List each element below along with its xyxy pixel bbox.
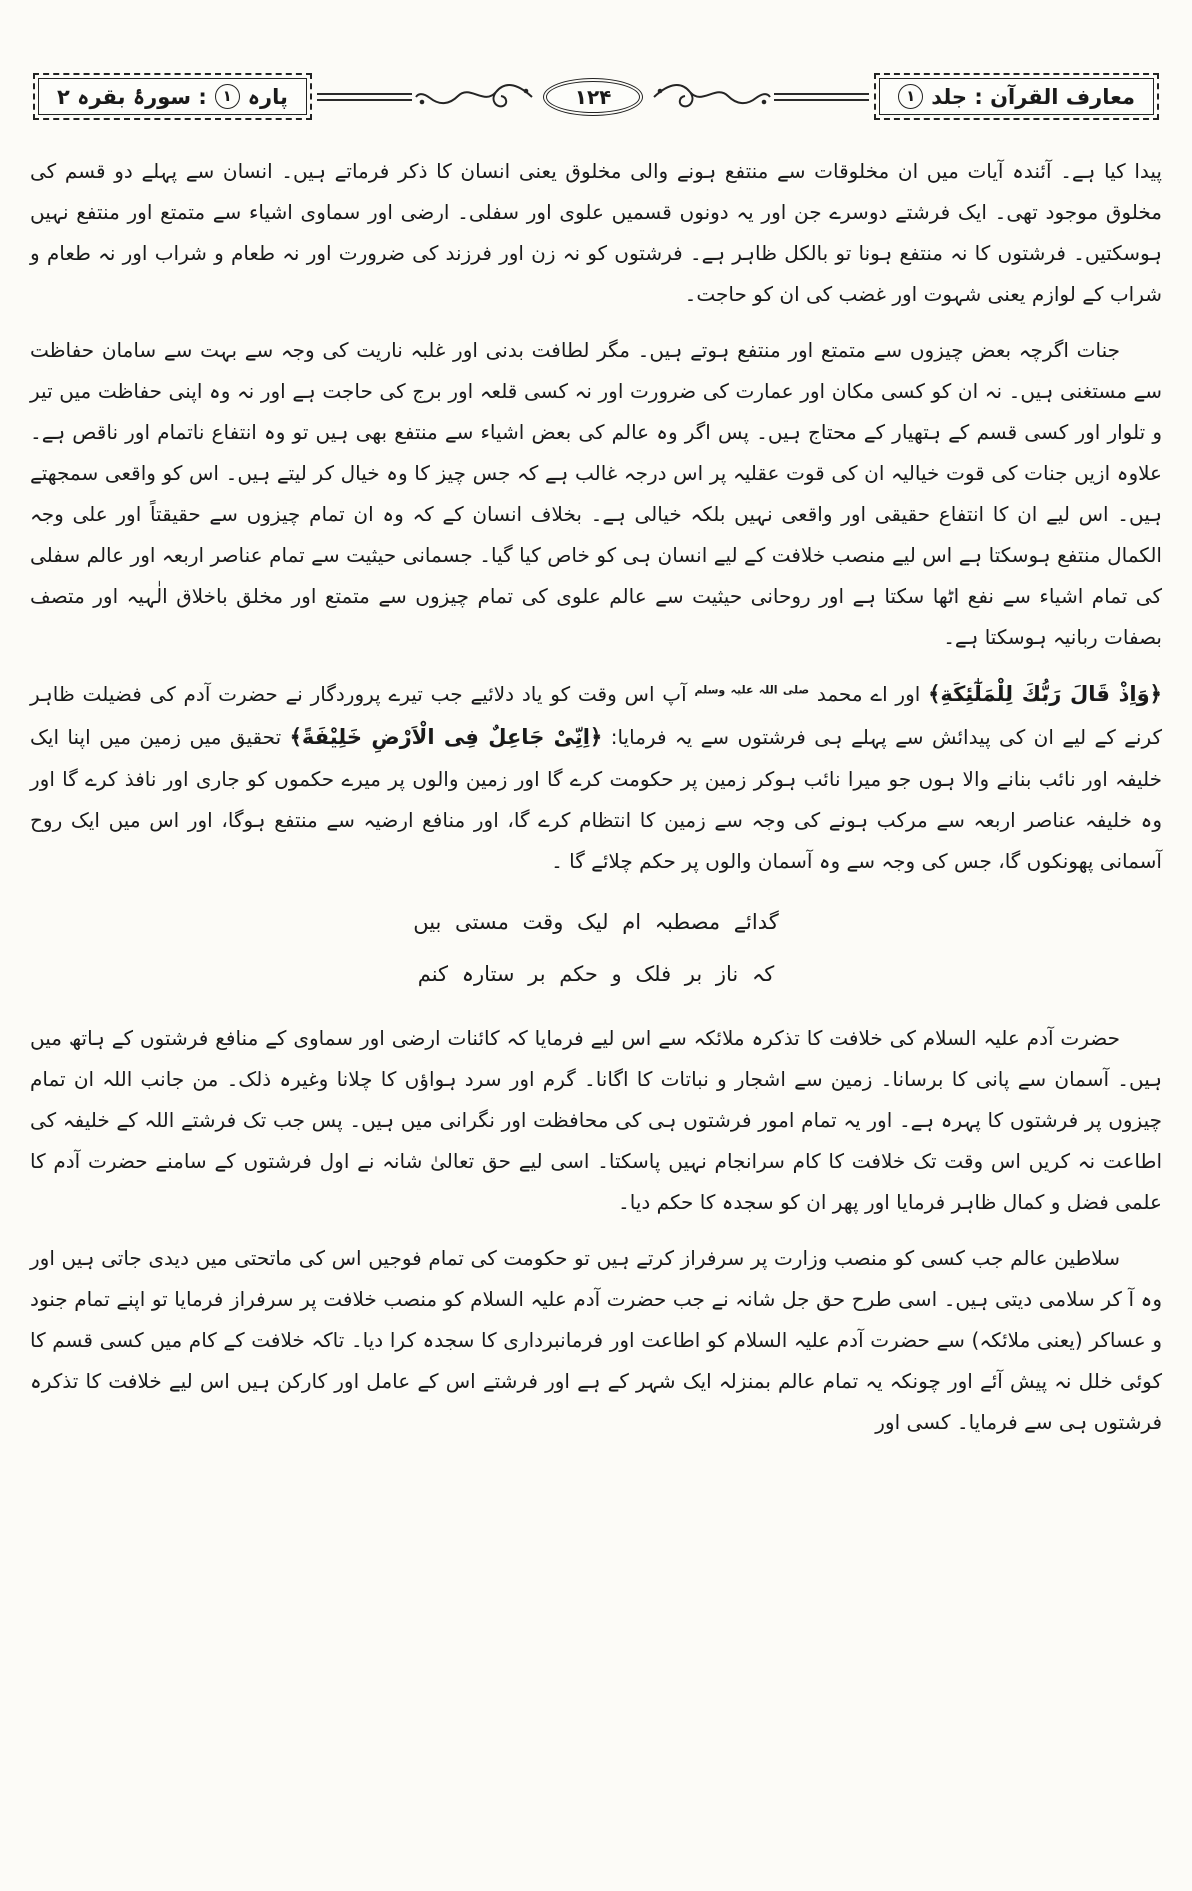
paragraph-verse-commentary [30, 673, 1162, 882]
verse-commentary-text-c: تحقیق میں زمین میں اپنا ایک خلیفہ اور نائب بنانے والا ہوں جو میرا نائب ہوکر زمین پر حکومت کرے گا اور زمین والوں پر میرے حکموں کو جاری اور نافذ کرے گا اور وہ خلیفہ عناصر اربعہ سے مرکب ہونے کی وجہ سے زمین کا انتظام کرے گا، اور منافع ارضیہ سے منتفع ہوگا، اور اس میں ایک روح آسمانی پھونکوں گا، جس کی وجہ سے وہ آسمان والوں پر حکم چلائے گا ۔ [30, 725, 1162, 874]
header-rule-right [774, 93, 869, 101]
para-label: پارہ [247, 84, 288, 109]
header-book-title-cartouche [879, 78, 1154, 115]
header-center-ornament-group [414, 77, 773, 117]
page-number: ۱۲۴ [546, 81, 641, 113]
honorific-sallallahu-alayhi-wasallam: صلی اللہ علیہ وسلم [694, 683, 810, 697]
page-header [30, 72, 1162, 121]
quran-verse-opening: ﴿وَاِذْ قَالَ رَبُّكَ لِلْمَلٰٓئِكَةِ﴾ [928, 682, 1162, 706]
persian-couplet [30, 897, 1162, 1000]
paragraph-jinn-benefit: جنات اگرچہ بعض چیزوں سے متمتع اور منتفع ہوتے ہیں۔ مگر لطافت بدنی اور غلبہ ناریت کی وجہ سے بہت سے سامان حفاظت سے مستغنی ہیں۔ نہ ان کو کسی مکان اور عمارت کی ضرورت اور نہ کسی قلعہ اور برج کی حاجت ہے اور نہ وہ اپنی حفاظت میں تیر و تلوار اور کسی قسم کے ہتھیار کے محتاج ہیں۔ پس اگر وہ عالم کی بعض اشیاء سے منتفع بھی ہیں تو وہ انتفاع ناتمام اور ناقص ہے۔ علاوہ ازیں جنات کی قوت خیالیہ ان کی قوت عقلیہ پر اس درجہ غالب ہے کہ جس چیز کا وہ خیال کر لیتے ہیں۔ اس کو واقعی سمجھتے ہیں۔ اس لیے ان کا انتفاع حقیقی اور واقعی نہیں بلکہ خیالی ہے۔ بخلاف انسان کے کہ وہ ان تمام چیزوں سے حقیقتاً اور علی وجہ الکمال منتفع ہوسکتا ہے اس لیے منصب خلافت کے لیے انسان ہی کو خاص کیا گیا۔ جسمانی حیثیت سے تمام عناصر اربعہ اور عالم سفلی کی تمام اشیاء سے نفع اٹھا سکتا ہے اور روحانی حیثیت سے عالم علوی کی تمام چیزوں سے متمتع اور مخلق باخلاق الٰہیہ اور متصف بصفات ربانیہ ہوسکتا ہے۔ [30, 338, 1162, 649]
header-para-surah-cartouche [38, 78, 307, 115]
para-number-circle: ۱ [215, 84, 240, 109]
surah-label: : سورۂ بقرہ ۲ [57, 84, 207, 109]
arabesque-flourish-icon [652, 80, 772, 114]
book-title-label: معارف القرآن : جلد [931, 84, 1136, 109]
header-rule-left [317, 93, 412, 101]
paragraph-creation-of-man: پیدا کیا ہے۔ آئندہ آیات میں ان مخلوقات سے منتفع ہونے والی مخلوق یعنی انسان کا ذکر فرماتے ہیں۔ انسان سے پہلے دو قسم کی مخلوق موجود تھی۔ ایک فرشتے دوسرے جن اور یہ دونوں قسمیں علوی اور سفلی۔ ارضی اور سماوی اشیاء سے متمتع اور منتفع نہیں ہوسکتیں۔ فرشتوں کا نہ منتفع ہونا تو بالکل ظاہر ہے۔ فرشتوں کو نہ زن اور فرزند کی ضرورت اور نہ طعام و شراب اور نہ طعام و شراب کے لوازم یعنی شہوت اور غضب کی ان کو حاجت۔ [30, 159, 1162, 306]
poetry-line-1: گدائے مصطبہ ام لیک وقت مستی بیں [413, 910, 779, 935]
verse-commentary-text-a: اور اے محمد [809, 682, 921, 706]
verse-commentary-text-b: آپ اس وقت کو یاد دلائیے جب تیرے پروردگار نے حضرت آدم کی فضیلت ظاہر کرنے کے لیے ان کی پیدائش سے پہلے ہی فرشتوں سے یہ فرمایا: [30, 682, 1163, 750]
arabesque-flourish-icon [414, 80, 534, 114]
page-body [30, 151, 1162, 1443]
poetry-line-2: کہ ناز بر فلک و حکم بر ستارہ کنم [417, 961, 775, 986]
paragraph-kings-and-ministers: سلاطین عالم جب کسی کو منصب وزارت پر سرفراز کرتے ہیں تو حکومت کی تمام فوجیں اس کی ماتحتی میں دیدی جاتی ہیں اور وہ آ کر سلامی دیتی ہیں۔ اسی طرح حق جل شانہ نے جب حضرت آدم علیہ السلام کو منصب خلافت پر سرفراز فرمایا تو اپنے تمام جنود و عساکر (یعنی ملائکہ) سے حضرت آدم علیہ السلام کو اطاعت اور فرمانبرداری کا سجدہ کرا دیا۔ تاکہ خلافت کے کام میں کسی قسم کا کوئی خلل نہ پیش آئے اور چونکہ یہ تمام عالم بمنزلہ ایک شہر کے ہے اور فرشتے اس کے عامل اور کارکن ہیں اس لیے خلافت کا تذکرہ فرشتوں ہی سے فرمایا۔ کسی اور [30, 1245, 1162, 1434]
volume-number-circle: ۱ [898, 84, 923, 109]
paragraph-khilafat-of-adam: حضرت آدم علیہ السلام کی خلافت کا تذکرہ ملائکہ سے اس لیے فرمایا کہ کائنات ارضی اور سماوی کے منافع فرشتوں کے ہاتھ میں ہیں۔ آسمان سے پانی کا برسانا۔ زمین سے اشجار و نباتات کا اگانا۔ گرم اور سرد ہواؤں کا چلانا وغیرہ ذلک۔ من جانب اللہ ان تمام چیزوں پر فرشتوں کا پہرہ ہے۔ اور یہ تمام امور فرشتوں ہی کی محافظت اور نگرانی میں ہیں۔ پس جب تک فرشتے اللہ کے خلیفہ کی اطاعت نہ کریں اس وقت تک خلافت کا کام سرانجام نہیں پاسکتا۔ اسی لیے حق تعالیٰ شانہ نے اول فرشتوں کے سامنے حضرت آدم کا علمی فضل و کمال ظاہر فرمایا اور پھر ان کو سجدہ کا حکم دیا۔ [30, 1025, 1162, 1214]
quran-verse-khalifa: ﴿اِنِّیْ جَاعِلٌ فِی الْاَرْضِ خَلِیْفَةً﴾ [289, 725, 603, 750]
